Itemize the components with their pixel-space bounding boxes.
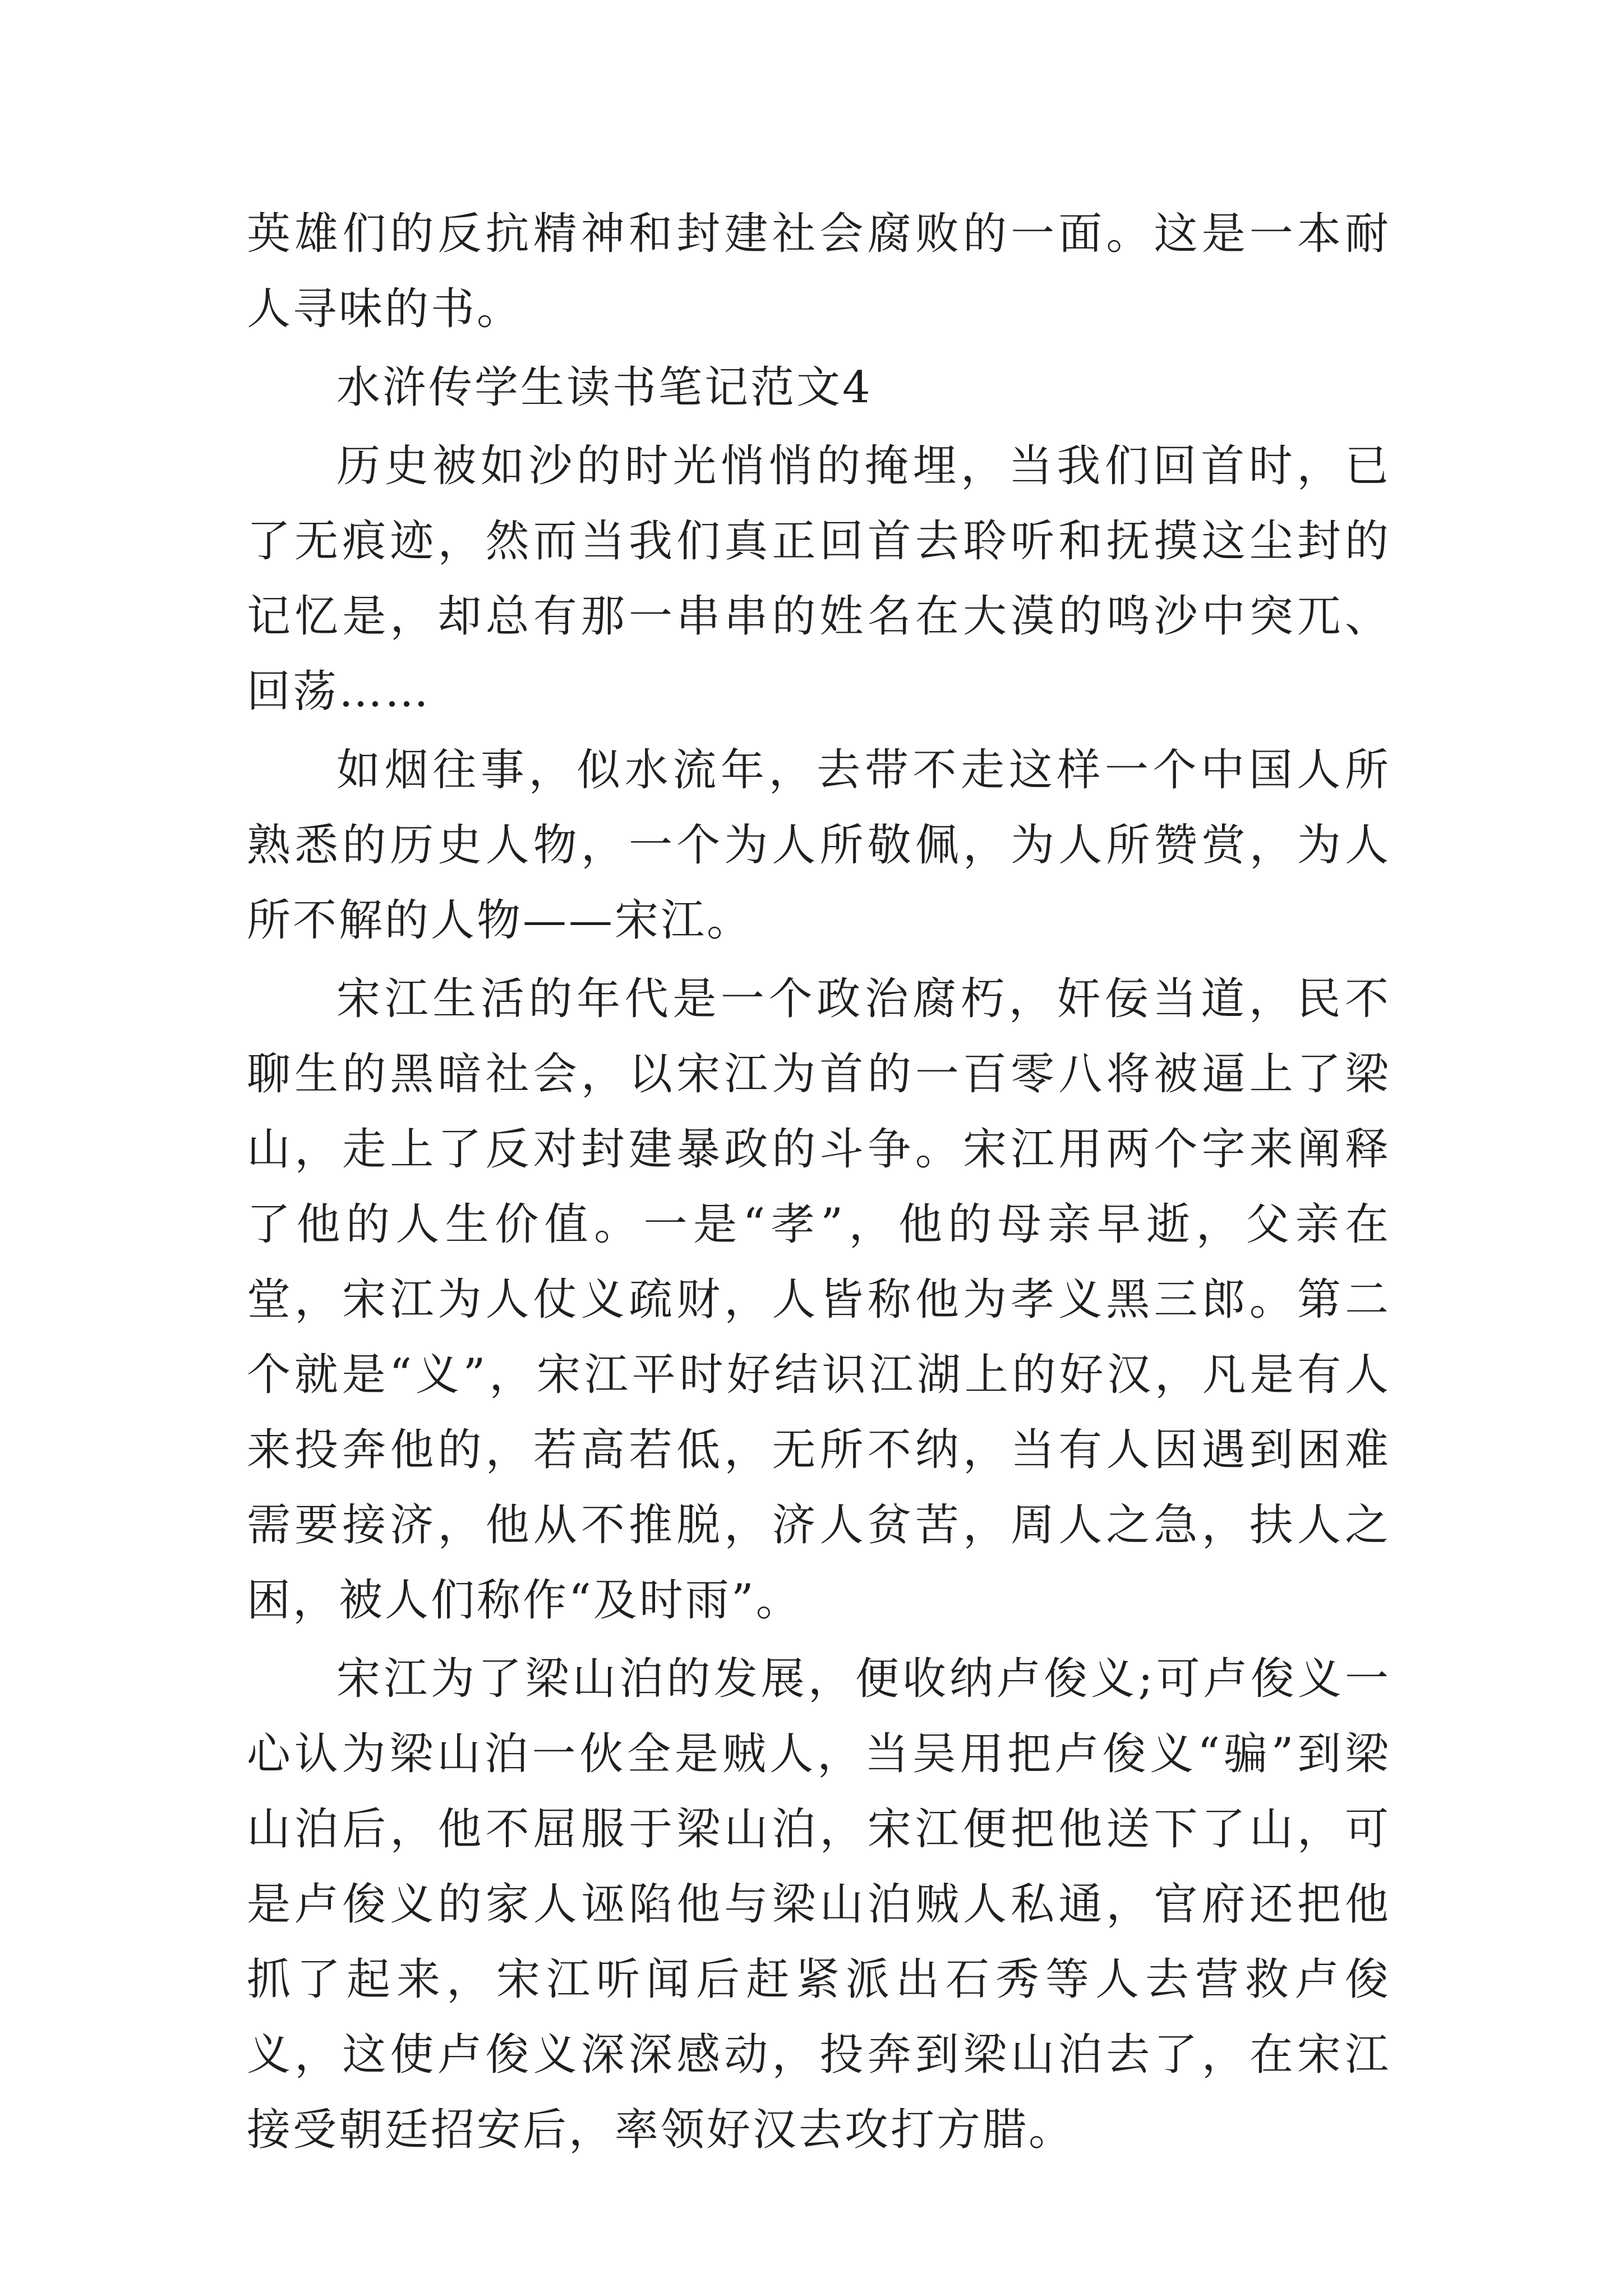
paragraph-continuation: 英雄们的反抗精神和封建社会腐败的一面。这是一本耐人寻味的书。: [247, 209, 1391, 334]
paragraph: 如烟往事，似水流年，去带不走这样一个中国人所熟悉的历史人物，一个为人所敬佩，为人所赞赏，为人所不解的人物——宋江。: [247, 745, 1391, 946]
document-body: [247, 196, 1391, 2168]
section-heading: 水浒传学生读书笔记范文4: [336, 362, 873, 413]
paragraph: 宋江为了梁山泊的发展，便收纳卢俊义;可卢俊义一心认为梁山泊一伙全是贼人，当吴用把卢俊义“骗”到梁山泊后，他不屈服于梁山泊，宋江便把他送下了山，可是卢俊义的家人诬陷他与梁山泊贼人私通，官府还把他抓了起来，宋江听闻后赶紧派出石秀等人去营救卢俊义，这使卢俊义深深感动，投奔到梁山泊去了，在宋江接受朝廷招安后，率领好汉去攻打方腊。: [247, 1654, 1391, 2155]
paragraph: 历史被如沙的时光悄悄的掩埋，当我们回首时，已了无痕迹，然而当我们真正回首去聆听和抚摸这尘封的记忆是，却总有那一串串的姓名在大漠的鸣沙中突兀、回荡……: [247, 441, 1391, 717]
paragraph: 宋江生活的年代是一个政治腐朽，奸佞当道，民不聊生的黑暗社会，以宋江为首的一百零八将被逼上了梁山，走上了反对封建暴政的斗争。宋江用两个字来阐释了他的人生价值。一是“孝”，他的母亲早逝，父亲在堂，宋江为人仗义疏财，人皆称他为孝义黑三郎。第二个就是“义”，宋江平时好结识江湖上的好汉，凡是有人来投奔他的，若高若低，无所不纳，当有人因遇到困难需要接济，他从不推脱，济人贫苦，周人之急，扶人之困，被人们称作“及时雨”。: [247, 974, 1391, 1626]
